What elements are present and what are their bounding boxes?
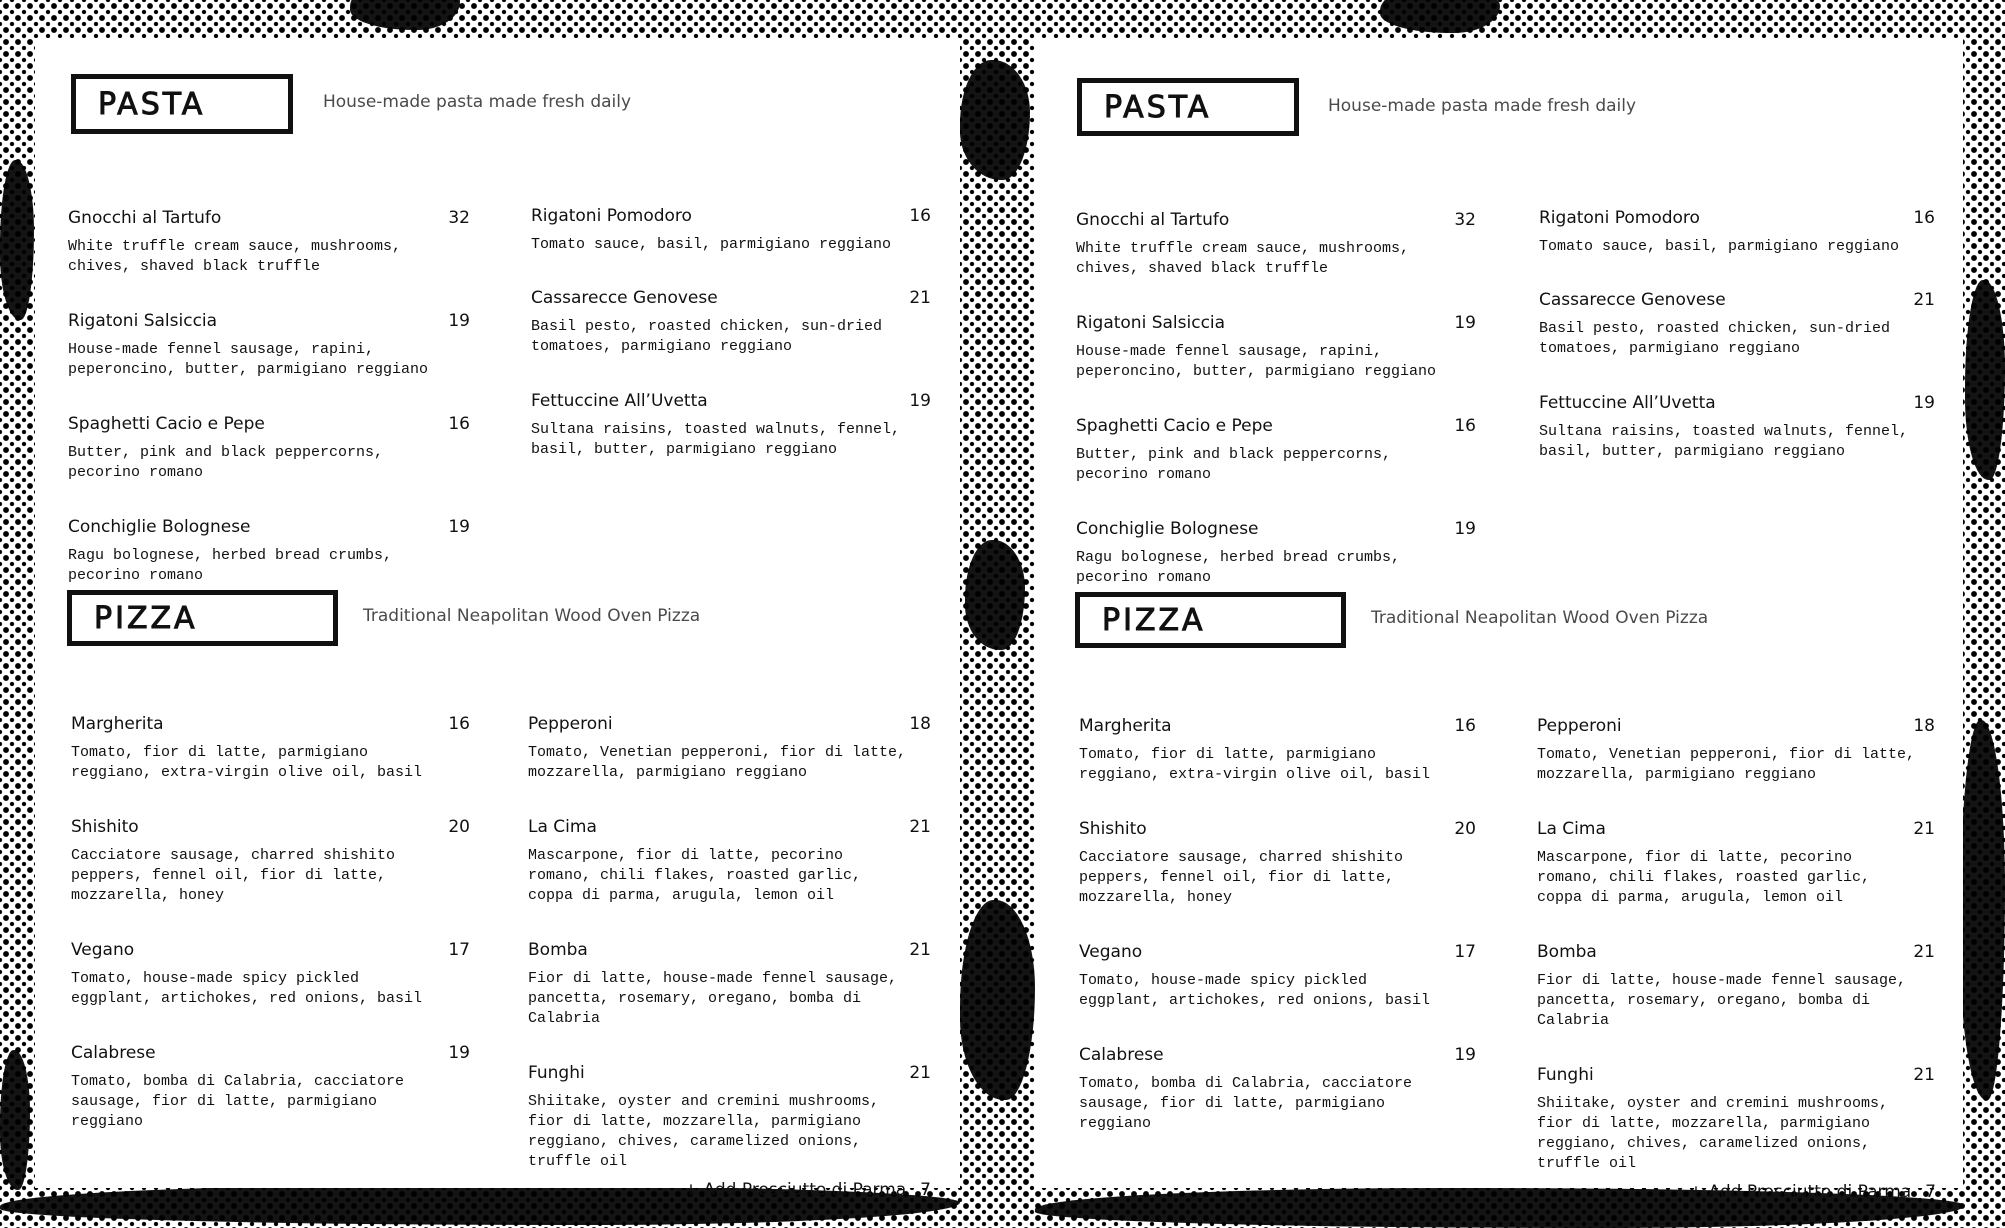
item-description: Fior di latte, house-made fennel sausage, pancetta, rosemary, oregano, bomba di Calabria [1537, 972, 1907, 1029]
item-description: Butter, pink and black peppercorns, pecorino romano [68, 444, 384, 481]
item-name: Rigatoni Pomodoro [531, 206, 692, 226]
menu-item [71, 1043, 470, 1132]
item-price: 17 [448, 940, 470, 960]
item-name: Bomba [528, 940, 588, 960]
section-subtitle: House-made pasta made fresh daily [1328, 96, 1637, 116]
background-texture [350, 0, 460, 30]
pizza-section [1035, 592, 1963, 1202]
background-texture [1965, 280, 2005, 480]
item-name: Pepperoni [528, 714, 613, 734]
item-description: Basil pesto, roasted chicken, sun-dried tomatoes, parmigiano reggiano [531, 318, 883, 355]
menu-item [1079, 716, 1476, 785]
menu-item [71, 714, 470, 783]
item-price: 16 [448, 714, 470, 734]
addon-line [684, 1180, 931, 1200]
item-name: Gnocchi al Tartufo [1076, 210, 1230, 230]
item-description: Tomato, house-made spicy pickled eggplant, artichokes, red onions, basil [1079, 972, 1431, 1009]
section-subtitle: House-made pasta made fresh daily [323, 92, 632, 112]
item-description: Basil pesto, roasted chicken, sun-dried tomatoes, parmigiano reggiano [1539, 320, 1891, 357]
item-price: 21 [1913, 1065, 1935, 1085]
item-price: 21 [1913, 942, 1935, 962]
item-description: Cacciatore sausage, charred shishito peppers, fennel oil, fior di latte, mozzarella, honey [71, 847, 396, 904]
item-description: Tomato sauce, basil, parmigiano reggiano [1539, 238, 1900, 255]
item-price: 18 [909, 714, 931, 734]
item-price: 19 [1454, 519, 1476, 539]
menu-item [1537, 819, 1935, 908]
item-name: Funghi [1537, 1065, 1594, 1085]
menu-page-right [1035, 38, 1963, 1202]
item-price: 19 [448, 311, 470, 331]
menu-item [71, 817, 470, 906]
section-title: PASTA [98, 86, 206, 122]
item-name: Shishito [71, 817, 139, 837]
section-title-box [71, 74, 293, 134]
section-title: PIZZA [1102, 602, 1206, 638]
pasta-section [35, 74, 960, 594]
item-description: Mascarpone, fior di latte, pecorino romano, chili flakes, roasted garlic, coppa di parma, arugula, lemon oil [1537, 849, 1871, 906]
menu-item [1539, 208, 1935, 257]
item-price: 32 [1454, 210, 1476, 230]
addon-label: + Add Prosciutto di Parma [683, 1180, 907, 1200]
menu-item [1079, 819, 1476, 908]
item-name: La Cima [528, 817, 597, 837]
section-title-box [1077, 78, 1299, 136]
menu-item [1076, 416, 1476, 485]
item-name: Fettuccine All’Uvetta [1539, 393, 1716, 413]
menu-item [1076, 519, 1476, 588]
menu-item [531, 288, 931, 357]
item-name: Margherita [1079, 716, 1172, 736]
item-description: Ragu bolognese, herbed bread crumbs, pecorino romano [1076, 549, 1401, 586]
item-name: Calabrese [1079, 1045, 1164, 1065]
item-description: Tomato sauce, basil, parmigiano reggiano [531, 236, 892, 253]
menu-item [1537, 1065, 1935, 1174]
item-description: Shiitake, oyster and cremini mushrooms, fior di latte, mozzarella, parmigiano reggiano, chives, caramelized onions, truffle oil [528, 1093, 880, 1170]
item-price: 21 [1913, 819, 1935, 839]
item-price: 21 [909, 288, 931, 308]
item-price: 16 [1454, 716, 1476, 736]
item-name: Gnocchi al Tartufo [68, 208, 222, 228]
section-title-box [67, 590, 338, 646]
item-price: 19 [448, 1043, 470, 1063]
section-title: PIZZA [94, 600, 198, 636]
menu-item [528, 714, 931, 783]
item-description: Tomato, Venetian pepperoni, fior di latte, mozzarella, parmigiano reggiano [528, 744, 907, 781]
menu-item [528, 1063, 931, 1172]
pizza-section [35, 590, 960, 1200]
section-title-box [1075, 592, 1346, 648]
item-price: 21 [909, 817, 931, 837]
item-description: White truffle cream sauce, mushrooms, chives, shaved black truffle [68, 238, 402, 275]
addon-price: 7 [920, 1180, 931, 1200]
item-name: Spaghetti Cacio e Pepe [68, 414, 265, 434]
item-price: 16 [1913, 208, 1935, 228]
item-name: Shishito [1079, 819, 1147, 839]
pasta-section [1035, 78, 1963, 598]
item-description: Ragu bolognese, herbed bread crumbs, pecorino romano [68, 547, 393, 584]
menu-page-left [35, 38, 960, 1200]
menu-item [68, 517, 470, 586]
menu-item [68, 208, 470, 277]
item-description: Tomato, Venetian pepperoni, fior di latte, mozzarella, parmigiano reggiano [1537, 746, 1916, 783]
item-price: 19 [909, 391, 931, 411]
menu-item [1539, 290, 1935, 359]
section-title: PASTA [1104, 89, 1212, 125]
item-name: La Cima [1537, 819, 1606, 839]
menu-item [68, 311, 470, 380]
menu-item [1079, 1045, 1476, 1134]
menu-item [1076, 313, 1476, 382]
section-subtitle: Traditional Neapolitan Wood Oven Pizza [1371, 608, 1709, 628]
item-price: 16 [909, 206, 931, 226]
item-name: Calabrese [71, 1043, 156, 1063]
background-texture [960, 900, 1035, 1100]
menu-item [1537, 942, 1935, 1031]
item-name: Margherita [71, 714, 164, 734]
menu-item [68, 414, 470, 483]
item-price: 21 [909, 1063, 931, 1083]
item-name: Vegano [71, 940, 135, 960]
background-texture [0, 160, 34, 320]
item-description: House-made fennel sausage, rapini, peperoncino, butter, parmigiano reggiano [1076, 343, 1437, 380]
item-description: White truffle cream sauce, mushrooms, chives, shaved black truffle [1076, 240, 1410, 277]
menu-item [1537, 716, 1935, 785]
item-price: 32 [448, 208, 470, 228]
background-texture [1960, 720, 2005, 1100]
item-name: Conchiglie Bolognese [1076, 519, 1259, 539]
item-price: 21 [1913, 290, 1935, 310]
addon-label: + Add Prosciutto di Parma [1688, 1182, 1912, 1202]
item-name: Fettuccine All’Uvetta [531, 391, 708, 411]
item-description: Tomato, house-made spicy pickled eggplant, artichokes, red onions, basil [71, 970, 423, 1007]
item-name: Cassarecce Genovese [1539, 290, 1726, 310]
item-price: 16 [448, 414, 470, 434]
item-price: 19 [1913, 393, 1935, 413]
item-price: 20 [1454, 819, 1476, 839]
item-name: Conchiglie Bolognese [68, 517, 251, 537]
item-name: Rigatoni Pomodoro [1539, 208, 1700, 228]
background-texture [1380, 0, 1500, 33]
section-subtitle: Traditional Neapolitan Wood Oven Pizza [363, 606, 701, 626]
item-price: 21 [909, 940, 931, 960]
item-name: Cassarecce Genovese [531, 288, 718, 308]
section-header [1035, 78, 1963, 138]
item-name: Spaghetti Cacio e Pepe [1076, 416, 1273, 436]
addon-price: 7 [1925, 1182, 1936, 1202]
section-header [35, 590, 960, 650]
section-header [1035, 592, 1963, 652]
menu-item [1076, 210, 1476, 279]
section-header [35, 74, 960, 134]
item-description: Cacciatore sausage, charred shishito peppers, fennel oil, fior di latte, mozzarella, honey [1079, 849, 1404, 906]
item-description: Sultana raisins, toasted walnuts, fennel, basil, butter, parmigiano reggiano [531, 421, 901, 458]
background-texture [0, 1050, 30, 1190]
background-texture [960, 60, 1030, 180]
item-name: Rigatoni Salsiccia [68, 311, 218, 331]
item-name: Pepperoni [1537, 716, 1622, 736]
item-description: Tomato, bomba di Calabria, cacciatore sausage, fior di latte, parmigiano reggiano [1079, 1075, 1413, 1132]
item-price: 19 [1454, 1045, 1476, 1065]
item-description: Mascarpone, fior di latte, pecorino romano, chili flakes, roasted garlic, coppa di parma, arugula, lemon oil [528, 847, 862, 904]
background-texture [965, 540, 1025, 650]
item-name: Vegano [1079, 942, 1143, 962]
addon-line [1689, 1182, 1936, 1202]
item-name: Funghi [528, 1063, 585, 1083]
item-name: Rigatoni Salsiccia [1076, 313, 1226, 333]
menu-item [1079, 942, 1476, 1011]
menu-item [1539, 393, 1935, 462]
item-description: Sultana raisins, toasted walnuts, fennel, basil, butter, parmigiano reggiano [1539, 423, 1909, 460]
menu-item [528, 940, 931, 1029]
item-description: Tomato, bomba di Calabria, cacciatore sausage, fior di latte, parmigiano reggiano [71, 1073, 405, 1130]
item-price: 19 [448, 517, 470, 537]
item-price: 18 [1913, 716, 1935, 736]
item-description: Butter, pink and black peppercorns, pecorino romano [1076, 446, 1392, 483]
item-description: House-made fennel sausage, rapini, peperoncino, butter, parmigiano reggiano [68, 341, 429, 378]
item-description: Shiitake, oyster and cremini mushrooms, fior di latte, mozzarella, parmigiano reggiano, chives, caramelized onions, truffle oil [1537, 1095, 1889, 1172]
menu-item [531, 206, 931, 255]
menu-item [531, 391, 931, 460]
item-price: 16 [1454, 416, 1476, 436]
item-description: Tomato, fior di latte, parmigiano reggiano, extra-virgin olive oil, basil [71, 744, 423, 781]
menu-item [71, 940, 470, 1009]
item-name: Bomba [1537, 942, 1597, 962]
item-price: 19 [1454, 313, 1476, 333]
item-price: 20 [448, 817, 470, 837]
item-price: 17 [1454, 942, 1476, 962]
item-description: Tomato, fior di latte, parmigiano reggiano, extra-virgin olive oil, basil [1079, 746, 1431, 783]
menu-item [528, 817, 931, 906]
item-description: Fior di latte, house-made fennel sausage, pancetta, rosemary, oregano, bomba di Calabria [528, 970, 898, 1027]
